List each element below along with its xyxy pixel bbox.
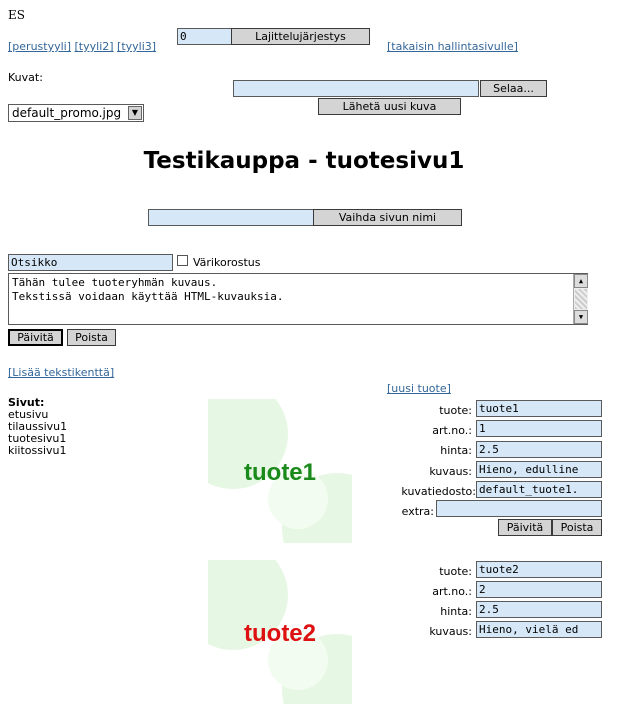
price-label: hinta: — [440, 444, 472, 457]
product-image-2 — [208, 560, 352, 704]
product-image-1-title: tuote1 — [244, 459, 316, 486]
sort-order-input[interactable]: 0 — [177, 28, 232, 45]
scroll-down-icon[interactable]: ▼ — [574, 310, 588, 324]
description-line-1: Tähän tulee tuoteryhmän kuvaus. — [12, 276, 218, 289]
highlight-label: Värikorostus — [193, 256, 261, 269]
price-label-2: hinta: — [440, 605, 472, 618]
update-product-button[interactable]: Päivitä — [498, 519, 552, 536]
page-name-input[interactable] — [148, 209, 314, 226]
delete-product-button[interactable]: Poista — [552, 519, 602, 536]
pages-list — [8, 397, 67, 457]
browse-button[interactable]: Selaa... — [480, 80, 547, 97]
page-link-tilaussivu1[interactable]: tilaussivu1 — [8, 420, 68, 433]
page-title: Testikauppa - tuotesivu1 — [143, 148, 465, 174]
update-text-button[interactable]: Päivitä — [8, 329, 63, 346]
rename-page-button[interactable]: Vaihda sivun nimi — [313, 209, 462, 226]
description-textarea[interactable] — [8, 273, 588, 325]
description-line-2: Tekstissä voidaan käyttää HTML-kuvauksia. — [12, 290, 284, 303]
description-label: kuvaus: — [429, 465, 472, 478]
image-file-input[interactable] — [233, 80, 479, 97]
product-description-input-2[interactable]: Hieno, vielä ed — [476, 621, 602, 638]
language-label: ES — [8, 8, 25, 22]
scroll-thumb[interactable] — [575, 289, 587, 309]
chevron-down-icon: ▼ — [128, 106, 142, 120]
art-no-label-2: art.no.: — [432, 585, 472, 598]
images-label: Kuvat: — [8, 71, 43, 84]
art-no-input-2[interactable]: 2 — [476, 581, 602, 598]
art-no-label: art.no.: — [432, 424, 472, 437]
price-input[interactable]: 2.5 — [476, 441, 602, 458]
extra-input[interactable] — [436, 500, 602, 517]
product-image-1 — [208, 399, 352, 543]
style-links — [8, 40, 156, 53]
product-name-input-2[interactable]: tuote2 — [476, 561, 602, 578]
image-select[interactable] — [8, 104, 144, 122]
product-name-input[interactable]: tuote1 — [476, 400, 602, 417]
product-label-2: tuote: — [439, 565, 472, 578]
description-label-2: kuvaus: — [429, 625, 472, 638]
product-description-input[interactable]: Hieno, edulline — [476, 461, 602, 478]
page-link-etusivu[interactable]: etusivu — [8, 408, 49, 421]
image-file-label: kuvatiedosto: — [401, 485, 476, 498]
image-select-value: default_promo.jpg — [12, 106, 122, 120]
scroll-up-icon[interactable]: ▲ — [574, 274, 588, 288]
highlight-checkbox[interactable] — [177, 255, 188, 266]
sort-order-button[interactable]: Lajittelujärjestys — [231, 28, 370, 45]
page-link-tuotesivu1[interactable]: tuotesivu1 — [8, 432, 67, 445]
extra-label: extra: — [401, 505, 434, 518]
product-image-2-title: tuote2 — [244, 620, 316, 647]
style-link-basic[interactable]: [perustyyli] — [8, 40, 72, 53]
page-link-kiitossivu1[interactable]: kiitossivu1 — [8, 444, 67, 457]
upload-image-button[interactable]: Lähetä uusi kuva — [318, 98, 461, 115]
art-no-input[interactable]: 1 — [476, 420, 602, 437]
pages-title: Sivut: — [8, 396, 45, 409]
textarea-scrollbar[interactable] — [573, 274, 588, 324]
delete-text-button[interactable]: Poista — [67, 329, 116, 346]
add-text-field-link[interactable]: [Lisää tekstikenttä] — [8, 366, 115, 379]
product-label: tuote: — [439, 404, 472, 417]
heading-input[interactable]: Otsikko — [8, 254, 173, 271]
new-product-link[interactable]: [uusi tuote] — [387, 382, 451, 395]
price-input-2[interactable]: 2.5 — [476, 601, 602, 618]
style-link-3[interactable]: [tyyli3] — [117, 40, 157, 53]
back-to-admin-link[interactable]: [takaisin hallintasivulle] — [387, 40, 518, 53]
style-link-2[interactable]: [tyyli2] — [74, 40, 114, 53]
image-file-name-input[interactable]: default_tuote1. — [476, 481, 602, 498]
